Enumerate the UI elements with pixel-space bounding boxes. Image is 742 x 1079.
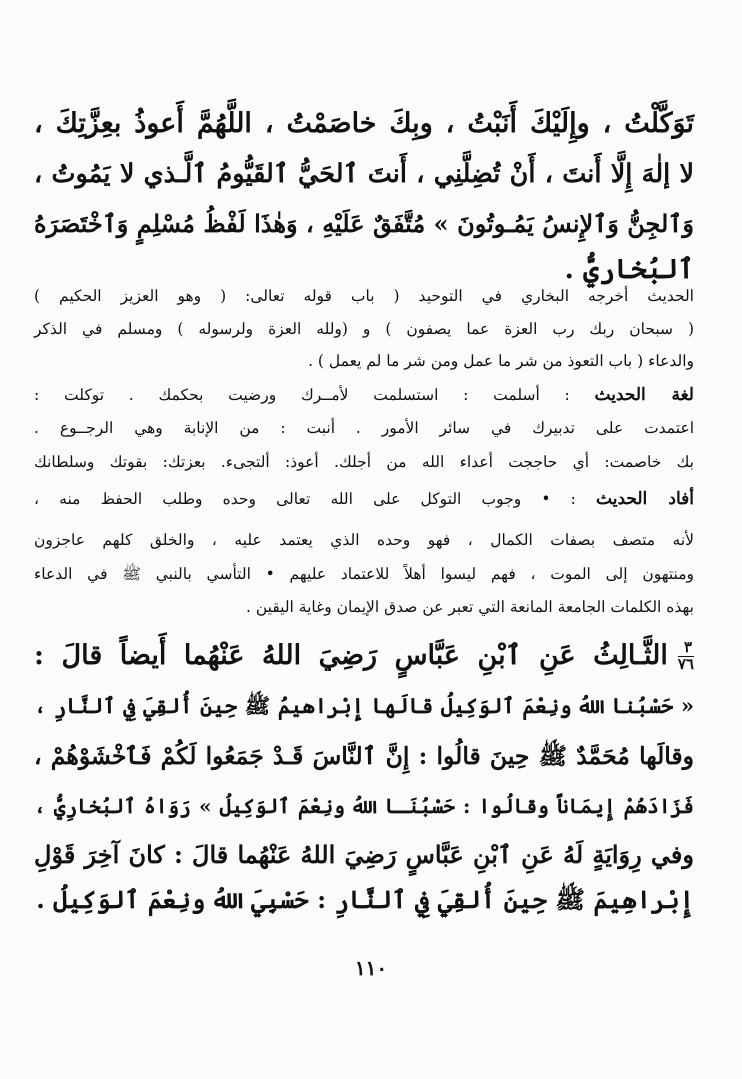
hadith-number-bottom: ٧٦ [677,654,694,673]
hadith-line-1-text: الثَّـالِثُ عَنِ ٱبْنِ عَبَّاسٍ رَضِيَ اللهُ عَنْهُما أَيضاً قالَ : [34,639,668,671]
lugha-text-1: : أسلمت : استسلمت لأمــرك ورضيت بحكمك . توكلت : [34,386,570,404]
lugha-line-2: اعتمدت على تدبيرك في سائر الأمور . أنبت : من الإنابة وهي الرجــوع . [34,419,694,437]
hadith-line-6: إِبْراهِيمَ ﷺ حِينَ أُلقِيَ فِي ٱلنَّارِ : حَسْبِيَ اللهُ ونِعْمَ ٱلوَكِيلُ . [36,885,694,914]
takhrij-line-1: الحديث أخرجه البخاري في التوحيد ( باب قوله تعالى: ( وهو العزيز الحكيم ) [34,287,694,305]
fawaid-text-1: : • وجوب التوكل على الله تعالى وحده وطلب الحفظ منه ، [34,490,576,508]
hadith-line-2: « حَسْبُنا اللهُ ونِعْمَ ٱلوَكِيلُ قالَها إِبْراهيمُ ﷺ حِينَ أُلقِيَ فِي ٱلنَّارِ ، [34,693,694,718]
page-number: ١١٠ [354,956,388,980]
takhrij-line-3: والدعاء ( باب التعوذ من شر ما عمل ومن شر ما لم يعمل ) . [308,352,694,370]
fawaid-line-1 [34,491,694,508]
lugha-label: لغة الحديث [594,385,694,405]
hadith-line-3: وقالَها مُحَمَّدٌ ﷺ حِينَ قالُوا : إِنَّ ٱلنَّاسَ قَـدْ جَمَعُوا لَكُمْ فَٱخْشَوْهُمْ ، [34,742,694,770]
hadith-end-line-2: لا إلٰهَ إِلَّا أَنتَ ، أَنْ تُضِلَّنِي ، أَنتَ ٱلحَيُّ ٱلقَيُّومُ ٱلَّـذي لا يَمُوتُ ، [34,159,694,189]
hadith-line-1 [34,640,694,673]
takhrij-line-2: ( سبحان ربك رب العزة عما يصفون ) و (ولله العزة ولرسوله ) ومسلم في الذكر [34,320,694,338]
hadith-number [678,640,694,673]
lugha-line-3: بك خاصمت: أي حاججت أعداء الله من أجلك. أعوذ: ألتجىء. بعزتك: بقوتك وسلطانك [34,453,694,471]
fawaid-label: أفاد الحديث [596,489,694,509]
hadith-line-5: وفي رِوَايَةٍ لَهُ عَنِ ٱبْنِ عَبَّاسٍ رَضِيَ اللهُ عَنْهُما قالَ : كانَ آخِرَ قَوْلِ [34,840,694,869]
hadith-end-line-4: ٱلبُخاريُّ . [564,254,694,285]
lugha-line-1 [34,387,694,404]
fawaid-line-3: ومنتهون إلى الموت ، فهم ليسوا أهلاً للاعتماد عليهم • التأسي بالنبي ﷺ في الدعاء [34,565,694,583]
hadith-number-top: ٣ [678,640,694,657]
hadith-line-4: فَزَادَهُمْ إِيمَاناً وقالُوا : حَسْبُنَـا اللهُ ونِعْمَ ٱلوَكِيلُ » رَوَاهُ ٱلبُخارِيُّ ، [34,794,694,818]
hadith-end-line-3: وَٱلجِنُّ وَٱلإِنسُ يَمُـوتُونَ » مُتَّفَقٌ عَلَيْهِ ، وَهٰذَا لَفْظُ مُسْلِمٍ وَٱخْتَصَرَهُ [34,209,694,238]
hadith-end-line-1: تَوَكَّلْتُ ، وإِلَيْكَ أَنَبْتُ ، وبِكَ خاصَمْتُ ، اللَّهُمَّ أَعوذُ بعِزَّتِكَ ، [34,108,694,139]
fawaid-line-4: بهذه الكلمات الجامعة المانعة التي تعبر عن صدق الإيمان وغاية اليقين . [245,598,694,616]
fawaid-line-2: لأنه متصف بصفات الكمال ، فهو وحده الذي يعتمد عليه ، والخلق كلهم عاجزون [34,531,694,549]
